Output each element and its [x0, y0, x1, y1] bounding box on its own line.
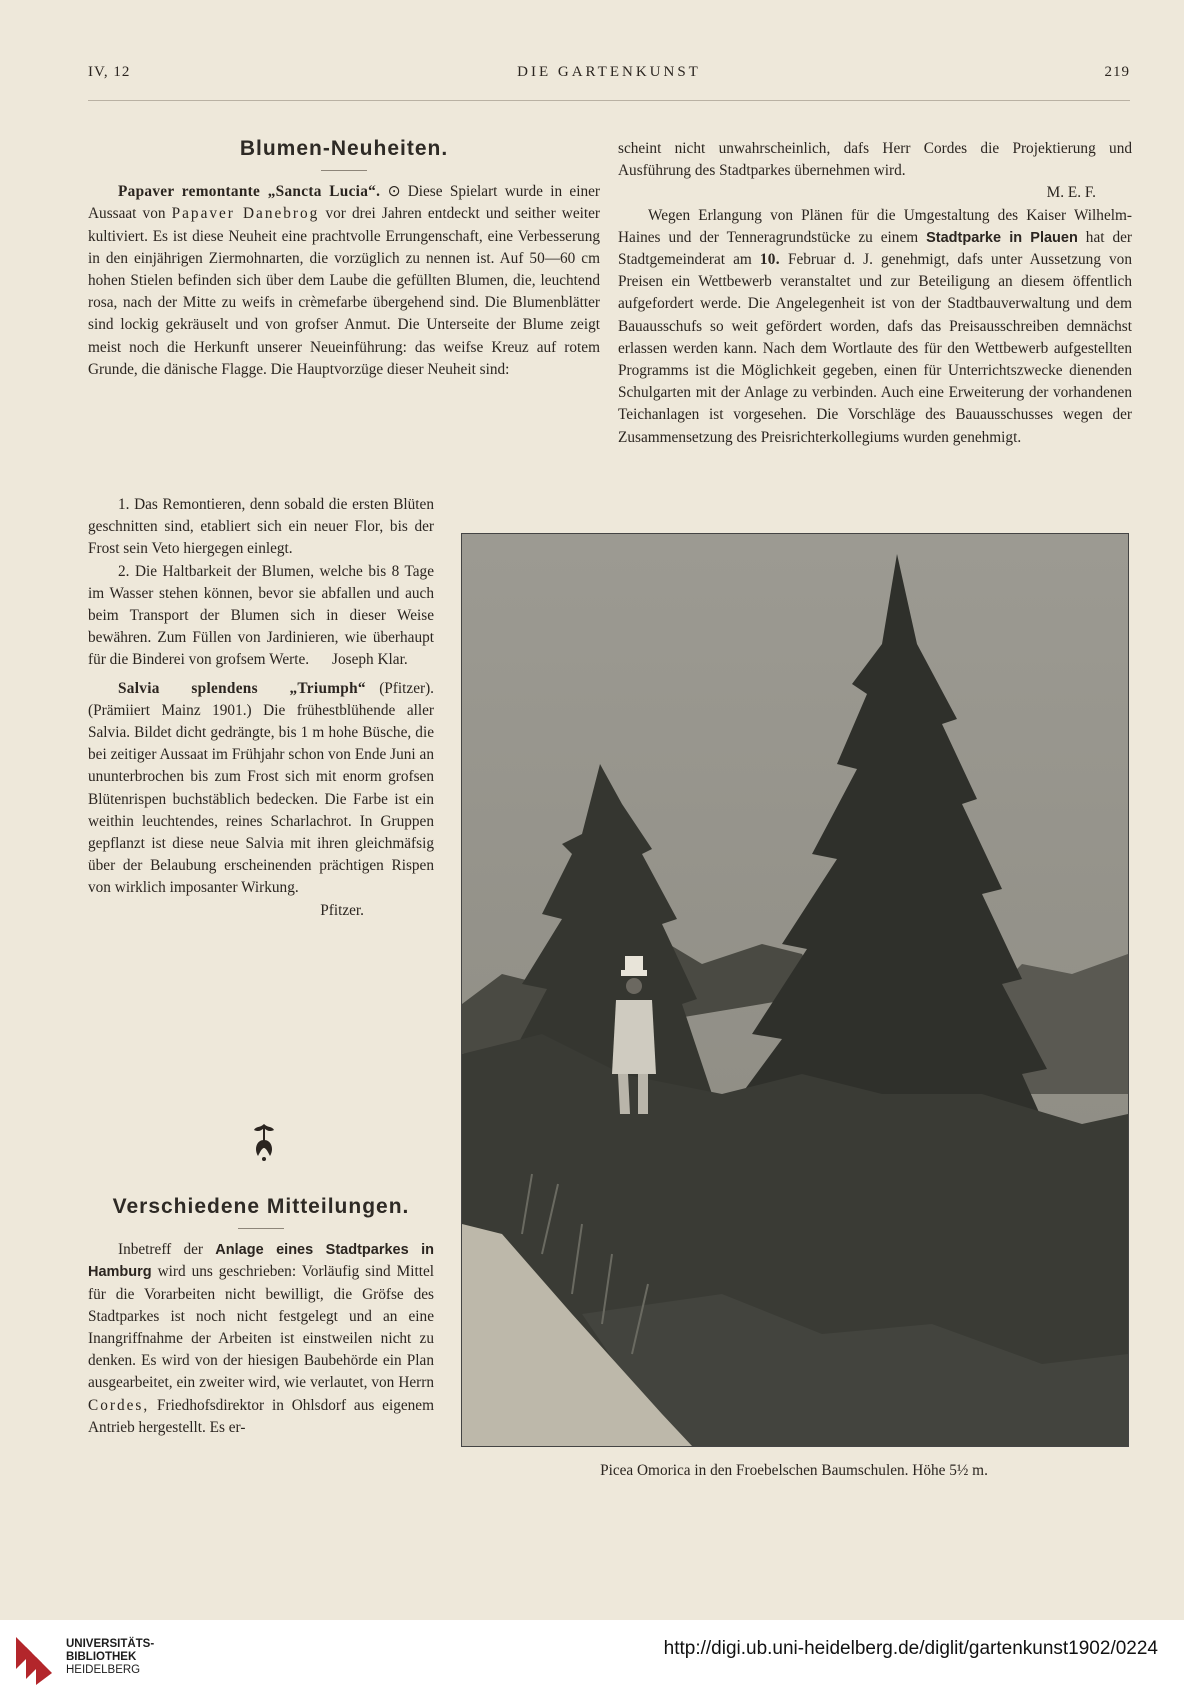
- hamburg-bold: Anlage eines Stadtparkes in Hamburg: [88, 1242, 434, 1281]
- continued-paragraph: scheint nicht unwahrscheinlich, dafs Herr Cordes die Projektierung und Ausführung des Stadtparkes übernehmen wird.: [618, 140, 1132, 180]
- section-title-blumen: Blumen-Neuheiten.: [239, 137, 449, 160]
- header-rule: [88, 100, 1130, 101]
- salvia-heading: Salvia splendens „Triumph“: [118, 679, 366, 697]
- plauen-text-a: Wegen Erlangung von Plänen für die Umgestaltung des Kaiser Wilhelm-Haines und der Tenneragrundstücke zu einem: [618, 206, 1132, 246]
- plauen-text-c: Februar d. J. genehmigt, dafs unter Aussetzung von Preisen ein Wettbewerb veranstaltet und zur Beteiligung an diesem öffentlich aufgefordert werde. Die Angelegenheit ist von der Stadtbauverwaltung und dem Bauausschufs so weit gefördert worden, dafs das Preisausschreiben demnächst erlassen werden kann. Nach dem Wortlaute des für den Wettbewerb aufgestellten Programms ist die Möglichkeit gegeben, einen für Unterrichtszwecke dienenden Schulgarten mit der Anlage zu verbinden. Auch eine Erweiterung der vorhandenen Teichanlagen ist vorgesehen. Die Vorschläge des Bauausschusses wegen der Zusammensetzung des Preisrichterkollegiums wurden genehmigt.: [618, 251, 1132, 446]
- fleuron-ornament-icon: [250, 1122, 278, 1162]
- papaver-text-b: vor drei Jahren entdeckt und seither weiter kultiviert. Es ist diese Neuheit eine prachtvolle Errungenschaft, eine Verbesserung in den einjährigen Ziermohnarten, die vorzüglich zu nennen ist. Auf 50—60 cm hohen Stielen befinden sich über dem Laube die gefüllten Blumen, die, leuchtend rosa, nach der Mitte zu weifs in crèmefarbe übergehend sind. Die Blumenblätter sind lockig gekräuselt und von grofser Anmut. Die Unterseite der Blume zeigt meist noch die Herkunft unserer Neueinführung: das weifse Kreuz auf rotem Grunde, die dänische Flagge. Die Hauptvorzüge dieser Neuheit sind:: [88, 205, 601, 378]
- hamburg-paragraph: [88, 1239, 434, 1439]
- spruce-photograph: [461, 533, 1129, 1447]
- plauen-bold: Stadtparke in Plauen: [926, 229, 1078, 246]
- papaver-variety: Papaver Danebrog: [171, 205, 320, 223]
- plauen-date: 10.: [759, 251, 780, 269]
- left-column-top: [88, 138, 600, 381]
- source-url-link[interactable]: http://digi.ub.uni-heidelberg.de/diglit/gartenkunst1902/0224: [663, 1638, 1158, 1659]
- point-2-text: 2. Die Haltbarkeit der Blumen, welche bis 8 Tage im Wasser stehen können, bevor sie abfallen und auch beim Transport der Blumen sich in dieser Weise bewähren. Zum Füllen von Jardinieren, wie überhaupt für die Binderei von grofsem Werte.: [88, 562, 434, 669]
- spruce-photo-illustration: [462, 534, 1128, 1446]
- salvia-paragraph: [88, 678, 434, 900]
- left-column-bottom: [88, 1196, 434, 1439]
- plauen-text-b: hat der Stadtgemeinderat am: [618, 228, 1132, 269]
- signature: M. E. F.: [1046, 184, 1096, 202]
- salvia-text: (Pfitzer). (Prämiiert Mainz 1901.) Die frühestblühende aller Salvia. Bildet dicht gedrängte, bis 1 m hohe Büsche, die bei zeitiger Aussaat im Frühjahr schon von Ende Juni an ununterbrochen bis zum Frost sich mit enorm grofsen Blütenrispen buchstäblich bedecken. Die Farbe ist ein weithin leuchtendes, reines Scharlachrot. In Gruppen gepflanzt ist diese neue Salvia mit ihren gleichmäfsig über der Belaubung erscheinenden prächtigen Rispen von wirklich imposanter Wirkung.: [88, 679, 434, 897]
- annual-symbol: ⊙: [387, 183, 401, 201]
- plauen-paragraph: [618, 205, 1132, 449]
- title-rule-2: [238, 1228, 284, 1229]
- hamburg-text-c: Friedhofsdirektor in Ohlsdorf aus eigenem Antrieb hergestellt. Es er-: [88, 1396, 434, 1436]
- left-column-narrow: [88, 494, 434, 922]
- hamburg-name: Cordes,: [88, 1396, 150, 1414]
- section-title-mitteilungen: Verschiedene Mitteilungen.: [112, 1195, 410, 1218]
- library-name-line-1: UNIVERSITÄTS-: [66, 1638, 155, 1650]
- library-name-line-2: BIBLIOTHEK: [66, 1651, 137, 1663]
- papaver-text-a: Diese Spielart wurde in einer Aussaat von: [88, 183, 601, 223]
- library-footer: [0, 1620, 1184, 1706]
- hamburg-text-b: wird uns geschrieben: Vorläufig sind Mittel für die Vorarbeiten nicht bewilligt, die Gröfse des Stadtparkes ist noch nicht festgelegt und an eine Inangriffnahme der Arbeiten ist einstweilen nicht zu denken. Es wird von der hiesigen Baubehörde ein Plan ausgearbeitet, ein zweiter wird, wie verlautet, von Herrn: [88, 1263, 435, 1392]
- salvia-author: Pfitzer.: [320, 901, 364, 919]
- right-column-top: [618, 138, 1132, 449]
- library-name: [66, 1638, 154, 1677]
- papaver-point-2: [88, 561, 434, 672]
- hamburg-text-a: Inbetreff der: [118, 1241, 204, 1259]
- page-number: 219: [1104, 64, 1130, 80]
- papaver-point-1: 1. Das Remontieren, denn sobald die ersten Blüten geschnitten sind, etabliert sich ein neuer Flor, bis der Frost sein Veto hiergegen einlegt.: [88, 496, 434, 558]
- journal-title: DIE GARTENKUNST: [517, 64, 701, 80]
- volume-number: IV, 12: [88, 64, 131, 80]
- papaver-paragraph: [88, 181, 600, 381]
- papaver-heading: Papaver remontante „Sancta Lucia“.: [118, 183, 381, 201]
- title-rule: [321, 170, 367, 171]
- library-name-line-3: HEIDELBERG: [66, 1664, 141, 1676]
- papaver-author: Joseph Klar.: [332, 651, 408, 669]
- running-header: [88, 64, 1130, 86]
- photo-caption: Picea Omorica in den Froebelschen Baumschulen. Höhe 5½ m.: [600, 1462, 988, 1479]
- university-library-logo-icon: [12, 1633, 60, 1687]
